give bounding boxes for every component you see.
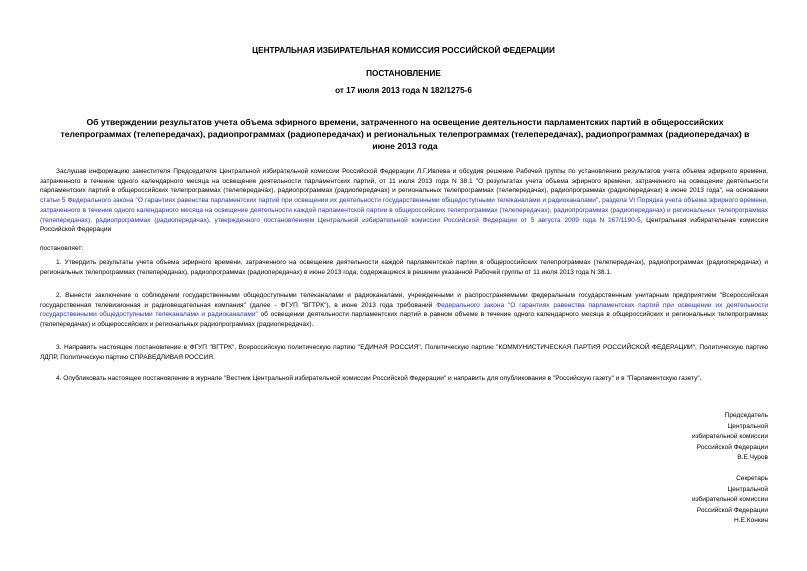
federal-law-article-5-link[interactable]: статьи 5 Федерального закона "О гарантиях равенства парламентских партий при освещении их деятельности государственными общедоступными телеканалами и радиоканалами" <box>40 197 599 205</box>
item-2-text-1: 2. Вынести заключение о соблюдении государственными общедоступными телеканалами и радиоканалами, учрежденными и распространяемыми федеральным государственным унитарным предприятием "Всероссийская государственная телевизионная и радиовещательная компания" (далее - ФГУП "ВГТРК"), в июне 2013 года требований <box>40 292 768 309</box>
item-2-paragraph <box>40 291 768 330</box>
procedure-section-vi-link[interactable]: раздела VI Порядка учета объема эфирного времени, затраченного в течение одного календарного месяца на освещение деятельности каждой парламентской партии в общероссийских телепрограммах (телепередачах), радиопрограммах (радиопередачах) и региональных телепрограммах (телепередачах), радиопрограммах (радиопередачах), утвержденного постановлением Центральной избирательной комиссии Российской Федерации от 5 августа 2009 года N 167/1190-5 <box>40 197 768 224</box>
chairman-title-line-3: избирательной комиссии <box>691 433 768 440</box>
date-number-heading: от 17 июля 2013 года N 182/1275-6 <box>335 86 472 95</box>
item-4-text: 4. Опубликовать настоящее постановление в журнале "Вестник Центральной избирательной комиссии Российской Федерации" и направить для опубликования в "Российскую газету" и в "Парламентскую газету". <box>56 375 702 382</box>
resolves-text: постановляет: <box>40 245 84 252</box>
item-2-text-2: об освещении деятельности парламентских партий в равном объеме в течение одного календарного месяца в общероссийских и региональных телепрограммах (телепередачах) и общероссийских и региональных радиопрограммах (радиопередачах). <box>40 311 768 329</box>
resolves-paragraph <box>40 244 768 254</box>
secretary-title-line-1: Секретарь <box>736 475 768 482</box>
chairman-title-line-1: Председатель <box>724 412 768 419</box>
secretary-title-line-4: Российской Федерации <box>696 506 768 514</box>
chairman-title-line-4: Российской Федерации <box>696 443 768 451</box>
preamble-text-3: , Центральная избирательная комиссия Российской Федерации <box>40 216 768 234</box>
chairman-name: В.Е.Чуров <box>737 454 768 461</box>
item-1-text: 1. Утвердить результаты учета объема эфирного времени, затраченного на освещение деятельности каждой парламентской партии в общероссийских телепрограммах (телепередачах), радиопрограммах (радиопередачах) и региональных телепрограммах (телепередачах), радиопрограммах (радиопередачах) в июне 2013 года, содержащиеся в решении указанной Рабочей группы от 11 июля 2013 года N 38.1. <box>40 259 768 276</box>
document-type-heading: ПОСТАНОВЛЕНИЕ <box>366 69 441 78</box>
document-title: Об утверждении результатов учета объема эфирного времени, затраченного на освещение деятельности парламентских партий в общероссийских телепрограммах (телепередачах), радиопрограммах (радиопередачах) и региональных телепрограммах (телепередачах), радиопрограммах (радиопередачах) в июне 2013 года <box>60 117 750 151</box>
preamble-paragraph <box>40 167 768 235</box>
item-1-paragraph <box>40 258 768 277</box>
secretary-title-line-2: Центральной <box>727 485 768 493</box>
secretary-title-line-3: избирательной комиссии <box>691 496 768 503</box>
chairman-signature-block <box>600 411 768 464</box>
item-3-paragraph <box>40 343 768 362</box>
item-3-text: 3. Направить настоящее постановление в ФГУП "ВГТРК", Всероссийскую политическую партию "ЕДИНАЯ РОССИЯ", Политическую партию "КОММУНИСТИЧЕСКАЯ ПАРТИЯ РОССИЙСКОЙ ФЕДЕРАЦИИ", Политическую партию ЛДПР, Политическую партию СПРАВЕДЛИВАЯ РОССИЯ. <box>40 344 768 361</box>
chairman-title-line-2: Центральной <box>727 422 768 430</box>
secretary-signature-block <box>600 474 768 527</box>
item-4-paragraph <box>40 374 768 384</box>
federal-law-guarantees-link[interactable]: Федерального закона "О гарантиях равенства парламентских партий при освещении их деятельности государственными общедоступными телеканалами и радиоканалами" <box>40 301 768 319</box>
preamble-text-2: , <box>598 197 603 205</box>
preamble-text-1: Заслушав информацию заместителя Председателя Центральной избирательной комиссии Российской Федерации Л.Г.Ивлева и обсудив решение Рабочей группы по установлению результатов учета объема эфирного времени, затраченного в течение одного календарного месяца на освещение деятельности парламентских партий, от 11 июля 2013 года N 38.1 "О результатах учета объема эфирного времени, затраченного на освещение деятельности парламентских партий в общероссийских телепрограммах (телепередачах), радиопрограммах (радиопередачах) и региональных телепрограммах (телепередачах), радиопрограммах (радиопередачах) в июне 2013 года", на основании <box>40 168 768 195</box>
secretary-name: Н.Е.Конкин <box>734 517 768 524</box>
organization-heading: ЦЕНТРАЛЬНАЯ ИЗБИРАТЕЛЬНАЯ КОМИССИЯ РОССИЙСКОЙ ФЕДЕРАЦИИ <box>252 46 555 55</box>
